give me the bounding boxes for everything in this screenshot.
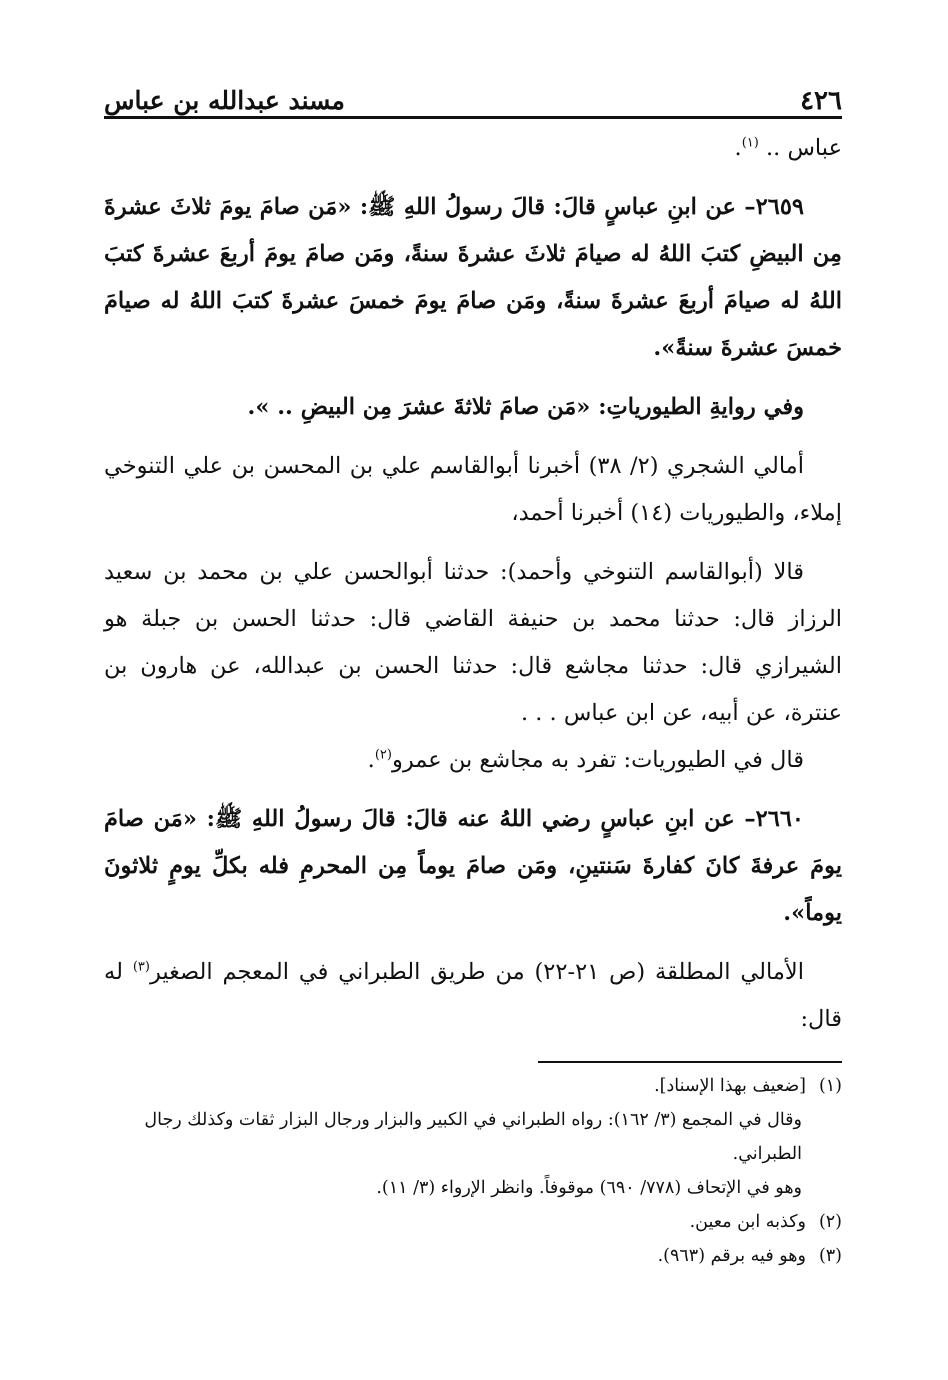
page-header [104, 82, 842, 119]
footnote-number: (٢) [818, 1212, 842, 1232]
footnote-1-line-2: وقال في المجمع (٣/ ١٦٢): رواه الطبراني في الكبير والبزار ورجال البزار ثقات وكذلك رجال الطبراني. [144, 1110, 802, 1164]
hadith-2659 [104, 184, 842, 372]
footnote-3 [104, 1239, 842, 1273]
source-paragraph: أمالي الشجري (٢/ ٣٨) أخبرنا أبوالقاسم علي بن المحسن بن علي التنوخي إملاء، والطيوريات (١٤) أخبرنا أحمد، [104, 453, 842, 526]
hadith-number: ٢٦٥٩ [755, 194, 804, 220]
footnote-ref-2[interactable]: (٢) [374, 747, 392, 763]
footnote-number: (٣) [818, 1246, 842, 1266]
page-number: ٤٢٦ [800, 86, 842, 116]
riwaya-note: وفي روايةِ الطيورياتِ: «مَن صامَ ثلاثةَ عشرَ مِن البيضِ .. ». [247, 394, 804, 420]
hadith-number: ٢٦٦٠ [755, 806, 804, 832]
footnote-divider [538, 1061, 842, 1063]
footnote-text: وكذبه ابن معين. [689, 1212, 806, 1232]
tafarrud-paragraph: قال في الطيوريات: تفرد به مجاشع بن عمرو$^{(٢)}$. [367, 747, 804, 773]
footnote-text: [ضعيف بهذا الإسناد]. [654, 1076, 806, 1096]
footnotes [104, 1069, 842, 1273]
footnote-ref-1[interactable]: (١) [741, 135, 759, 151]
book-page [104, 82, 842, 1273]
footnote-2 [104, 1205, 842, 1239]
footnote-number: (١) [818, 1076, 842, 1096]
footnote-ref-3[interactable]: (٣) [132, 959, 150, 975]
mutlaqa-paragraph: الأمالي المطلقة (ص ٢١-٢٢) من طريق الطبراني في المعجم الصغير$^{(٣)}$ له قال: [104, 959, 842, 1032]
footnote-1 [104, 1069, 842, 1103]
footnote-text: وهو فيه برقم (٩٦٣). [657, 1246, 806, 1266]
hadith-text: – عن ابنِ عباسٍ رضي اللهُ عنه قالَ: قالَ رسولُ اللهِ ﷺ: «مَن صامَ يومَ عرفةَ كانَ كفارةَ سَنتينِ، ومَن صامَ يوماً مِن المحرمِ فله بكلِّ يومٍ ثلاثونَ يوماً». [104, 806, 842, 926]
footnote-1-line-3: وهو في الإتحاف (٧٧٨/ ٦٩٠) موقوفاً. وانظر الإرواء (٣/ ١١). [376, 1178, 802, 1198]
hadith-text: – عن ابنِ عباسٍ قالَ: قالَ رسولُ اللهِ ﷺ: «مَن صامَ يومَ ثلاثَ عشرةَ مِن البيضِ كتبَ اللهُ له صيامَ ثلاثَ عشرةَ سنةً، ومَن صامَ يومَ أربعَ عشرةَ كتبَ اللهُ له صيامَ أربعَ عشرةَ سنةً، ومَن صامَ يومَ خمسَ عشرةَ كتبَ اللهُ له صيامَ خمسَ عشرةَ سنةً». [104, 194, 842, 361]
isnad-paragraph: قالا (أبوالقاسم التنوخي وأحمد): حدثنا أبوالحسن علي بن محمد بن سعيد الرزاز قال: حدثنا محمد بن حنيفة القاضي قال: حدثنا الحسن بن جبلة هو الشيرازي قال: حدثنا مجاشع قال: حدثنا الحسن بن عبدالله، عن هارون بن عنترة، عن أبيه، عن ابن عباس . . . [104, 559, 842, 726]
continued-line: عباس .. $^{(١)}$. [734, 135, 842, 161]
hadith-2660 [104, 796, 842, 937]
running-head: مسند عبدالله بن عباس [104, 86, 345, 115]
page-body [104, 125, 842, 1043]
